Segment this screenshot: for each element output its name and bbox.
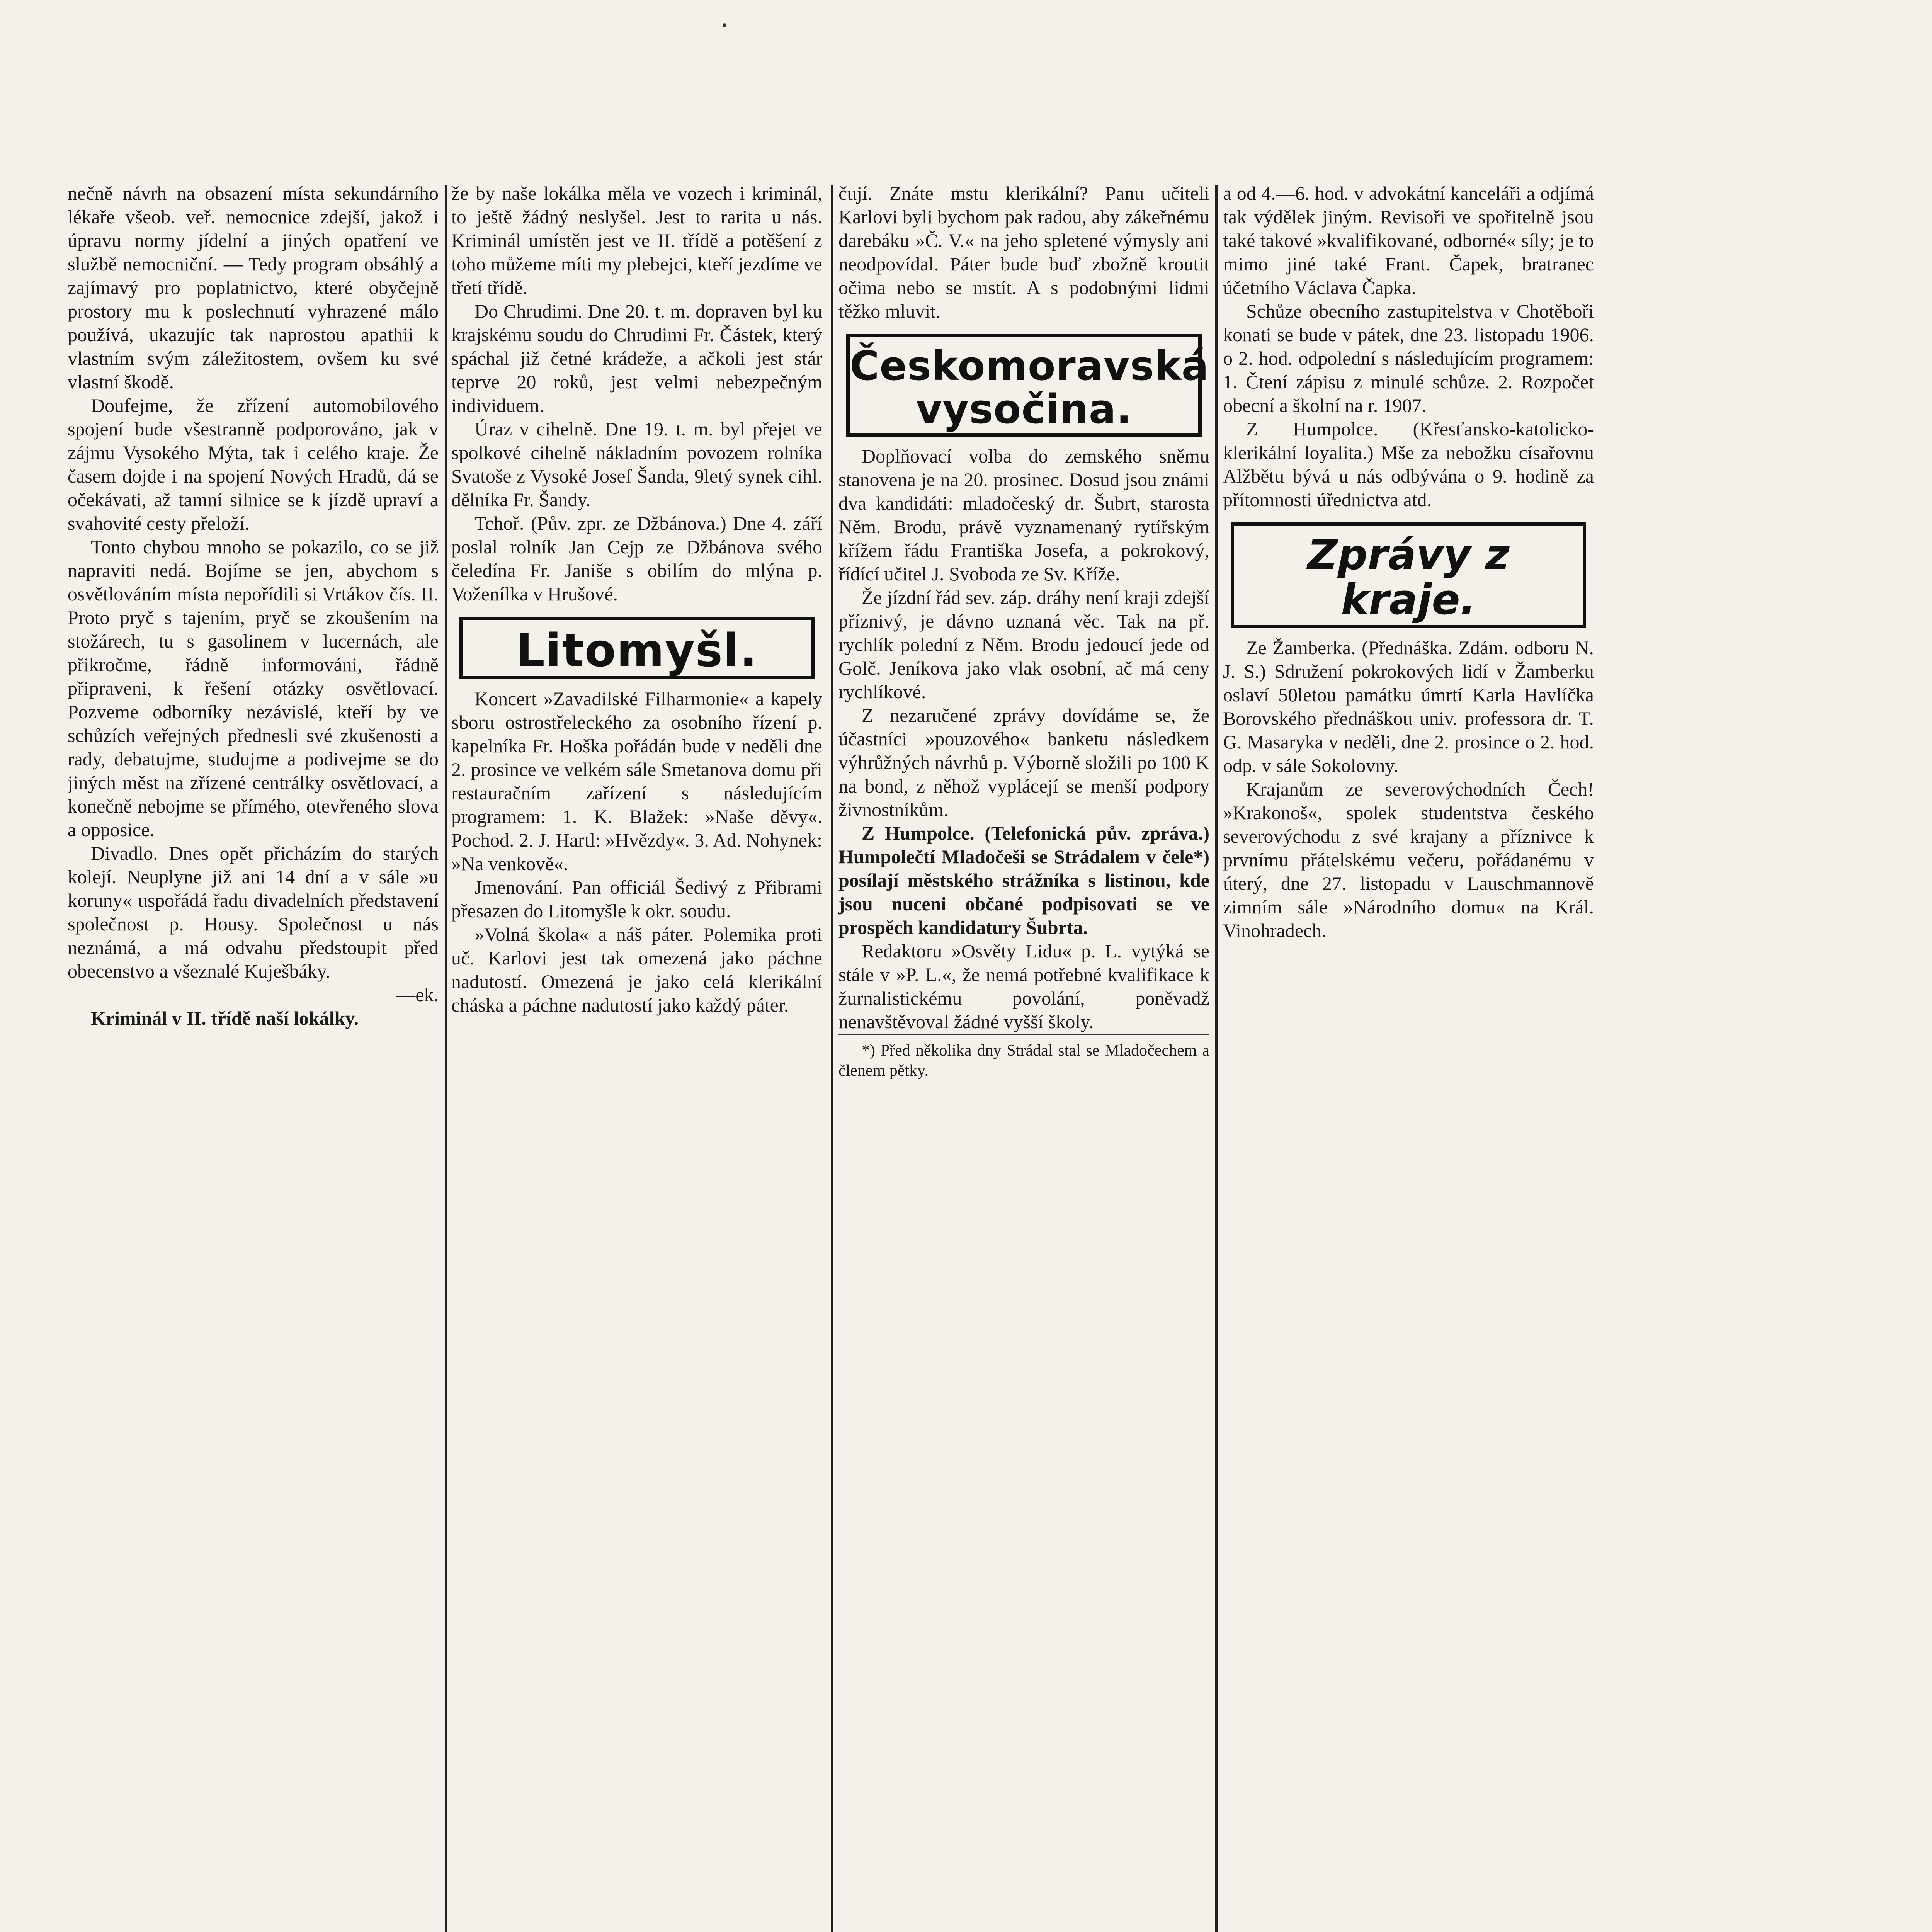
col4-paragraph: Z Humpolce. (Křesťansko-katolicko-klerikální loyalita.) Mše za nebožku císařovnu Alžbětu bývá u nás odbývána o 9. hodině za přítomnosti úřednictva atd. xyxy=(1223,418,1594,510)
column-3 xyxy=(838,182,1209,1932)
col1-paragraph: nečně návrh na obsazení místa sekundárního lékaře všeob. veř. nemocnice zdejší, jakož i úpravu normy jídelní a jiných opatření ve službě nemocniční. — Tedy program obsáhlý a zajímavý pro poplatnictvo, které obyčejně prostory mu k poslechnutí vyhrazené málo používá, ukazujíc tak naprostou apathii k vlastním svým záležitostem, ovšem ku své vlastní škodě. xyxy=(68,182,439,393)
col3-section-paragraph: Z nezaručené zprávy dovídáme se, že účastníci »pouzového« banketu následkem výhrůžných návrhů p. Výborně složili po 100 K na bond, z něhož vyplácejí se menší podpory živnostníkům. xyxy=(838,704,1209,820)
col4-paragraph: Schůze obecního zastupitelstva v Chotěboři konati se bude v pátek, dne 23. listopadu 1906. o 2. hod. odpolední s následujícím programem: 1. Čtení zápisu z minulé schůze. 2. Rozpočet obecní a školní na r. 1907. xyxy=(1223,300,1594,416)
col2-section-paragraph: »Volná škola« a náš páter. Polemika proti uč. Karlovi jest tak omezená jako páchne nadutostí. Omezená je jako celá klerikální cháska a páchne nadutostí jako každý páter. xyxy=(451,923,822,1016)
col1-heading-kriminal: Kriminál v II. třídě naší lokálky. xyxy=(91,1007,359,1029)
column-1 xyxy=(68,182,439,1932)
col1-signature: —ek. xyxy=(396,984,439,1005)
section-title-vysocina: Českomoravská vysočina. xyxy=(850,342,1209,433)
section-title-kraj: Zprávy z kraje. xyxy=(1307,531,1510,624)
col3-section-paragraph: Že jízdní řád sev. záp. dráhy není kraji zdejší příznivý, je dávno uznaná věc. Tak na př. rychlík polední z Něm. Brodu jedoucí jede od Golč. Jeníkova jako vlak osobní, ač má ceny rychlíkové. xyxy=(838,587,1209,702)
page-speck xyxy=(723,23,726,27)
col1-paragraph: Divadlo. Dnes opět přicházím do starých kolejí. Neuplyne již ani 14 dní a v sále »u koruny« uspořádá řadu divadelních představení společnost p. Housy. Společnost u nás neznámá, a má odvahu předstoupit před obecenstvo a všeznalé Kuješbáky. xyxy=(68,842,439,982)
col3-section-paragraph: Redaktoru »Osvěty Lidu« p. L. vytýká se stále v »P. L.«, že nemá potřebné kvalifikace k žurnalistickému povolání, poněvadž nenavštěvoval žádné vyšší školy. xyxy=(838,940,1209,1032)
column-rule xyxy=(1215,185,1218,1932)
col4-section-paragraph: Ze Žamberka. (Přednáška. Zdám. odboru N. J. S.) Sdružení pokrokových lidí v Žamberku oslaví 50letou památku úmrtí Karla Havlíčka Borovského přednáškou univ. professora dr. T. G. Masaryka v neděli, dne 2. prosince o 2. hod. odp. v sále Sokolovny. xyxy=(1223,637,1594,776)
col2-section-paragraph: Jmenování. Pan officiál Šedivý z Přibrami přesazen do Litomyšle k okr. soudu. xyxy=(451,876,822,922)
col3-paragraph: čují. Znáte mstu klerikální? Panu učiteli Karlovi byli bychom pak radou, aby zákeřnému darebáku »Č. V.« na jeho spletené výmysly ani neodpovídal. Páter bude buď zbožně kroutit očima nebo se mstít. A s podobnými lidmi těžko mluvit. xyxy=(838,182,1209,322)
col2-section-paragraph: Koncert »Zavadilské Filharmonie« a kapely sboru ostrostřeleckého za osobního řízení p. kapelníka Fr. Hoška pořádán bude v neděli dne 2. prosince ve velkém sále Smetanova domu při restauračním zařízení s následujícím programem: 1. K. Blažek: »Naše děvy«. Pochod. 2. J. Hartl: »Hvězdy«. 3. Ad. Nohynek: »Na venkově«. xyxy=(451,688,822,874)
section-header-litomysl xyxy=(459,617,815,679)
column-2 xyxy=(451,182,822,1932)
column-rule xyxy=(831,185,833,1932)
col3-section-paragraph: Doplňovací volba do zemského sněmu stanovena je na 20. prosinec. Dosud jsou známi dva kandidáti: mladočeský dr. Šubrt, starosta Něm. Brodu, právě vyznamenaný rytířským křížem řádu Františka Josefa, a pokrokový, řídící učitel J. Svoboda ze Sv. Kříže. xyxy=(838,445,1209,585)
section-header-kraj xyxy=(1231,522,1586,628)
column-4 xyxy=(1223,182,1594,1932)
col2-paragraph: Tchoř. (Pův. zpr. ze Džbánova.) Dne 4. září poslal rolník Jan Cejp ze Džbánova svého čeledína Fr. Janiše s obilím do mlýna p. Voženílka v Hrušové. xyxy=(451,512,822,605)
col4-section-paragraph: Krajanům ze severovýchodních Čech! »Krakonoš«, spolek studentstva českého severovýchodu z své krajany a příznivce k prvnímu přátelskému večeru, pořádanému v úterý, dne 27. listopadu v Lauschmannově zimním sále »Národního domu« na Král. Vinohradech. xyxy=(1223,778,1594,941)
section-header-vysocina xyxy=(846,334,1209,437)
column-rule xyxy=(445,185,447,1932)
col1-paragraph: Doufejme, že zřízení automobilového spojení bude všestranně podporováno, jak v zájmu Vysokého Mýta, tak i celého kraje. Že časem dojde i na spojení Nových Hradů, dá se očekávati, až tamní silnice se k jízdě upraví a svahovité cesty přeloží. xyxy=(68,395,439,534)
col2-paragraph: Do Chrudimi. Dne 20. t. m. dopraven byl ku krajskému soudu do Chrudimi Fr. Částek, který spáchal již četné krádeže, a ačkoli jest stár teprve 20 roků, jest velmi nebezpečným individuem. xyxy=(451,300,822,416)
col2-paragraph: Úraz v cihelně. Dne 19. t. m. byl přejet ve spolkové cihelně nákladním povozem rolníka Svatoše z Vysoké Josef Šanda, 9letý synek cihl. dělníka Fr. Šandy. xyxy=(451,418,822,510)
col4-paragraph: a od 4.—6. hod. v advokátní kanceláři a odjímá tak výdělek jiným. Revisoři ve spořitelně jsou také takové »kvalifikované, odborné« síly; je to mimo jiné také Frant. Čapek, bratranec účetního Václava Čapka. xyxy=(1223,182,1594,298)
col2-paragraph: že by naše lokálka měla ve vozech i kriminál, to ještě žádný neslyšel. Jest to rarita u nás. Kriminál umístěn jest ve II. třídě a potěšení z toho můžeme míti my plebejci, kteří jezdíme ve třetí třídě. xyxy=(451,182,822,298)
col3-footnote: *) Před několika dny Strádal stal se Mladočechem a členem pětky. xyxy=(838,1034,1209,1081)
col1-paragraph: Tonto chybou mnoho se pokazilo, co se již napraviti nedá. Bojíme se jen, abychom s osvětlováním místa nepořídili si Vrtákov čís. II. Proto pryč s tajením, pryč se zkoušením na stožárech, tu s gasolinem v lucernách, ale přikročme, řádně informováni, řádně připraveni, k řešení otázky osvětlovací. Pozveme odborníky nezávislé, kteří by ve schůzích veřejných přednesli své zkušenosti a rady, debatujme, studujme a podivejme se do jiných měst na zřízené centrálky osvětlovací, a konečně nebojme se přímého, otevřeného slova a opposice. xyxy=(68,536,439,840)
col3-section-paragraph-bold: Z Humpolce. (Telefonická pův. zpráva.) Humpolečtí Mladočeši se Strádalem v čele*) posílají městského strážníka s listinou, kde jsou nuceni občané podpisovati se ve prospěch kandidatury Šubrta. xyxy=(838,822,1209,938)
section-title-litomysl: Litomyšl. xyxy=(515,624,758,677)
